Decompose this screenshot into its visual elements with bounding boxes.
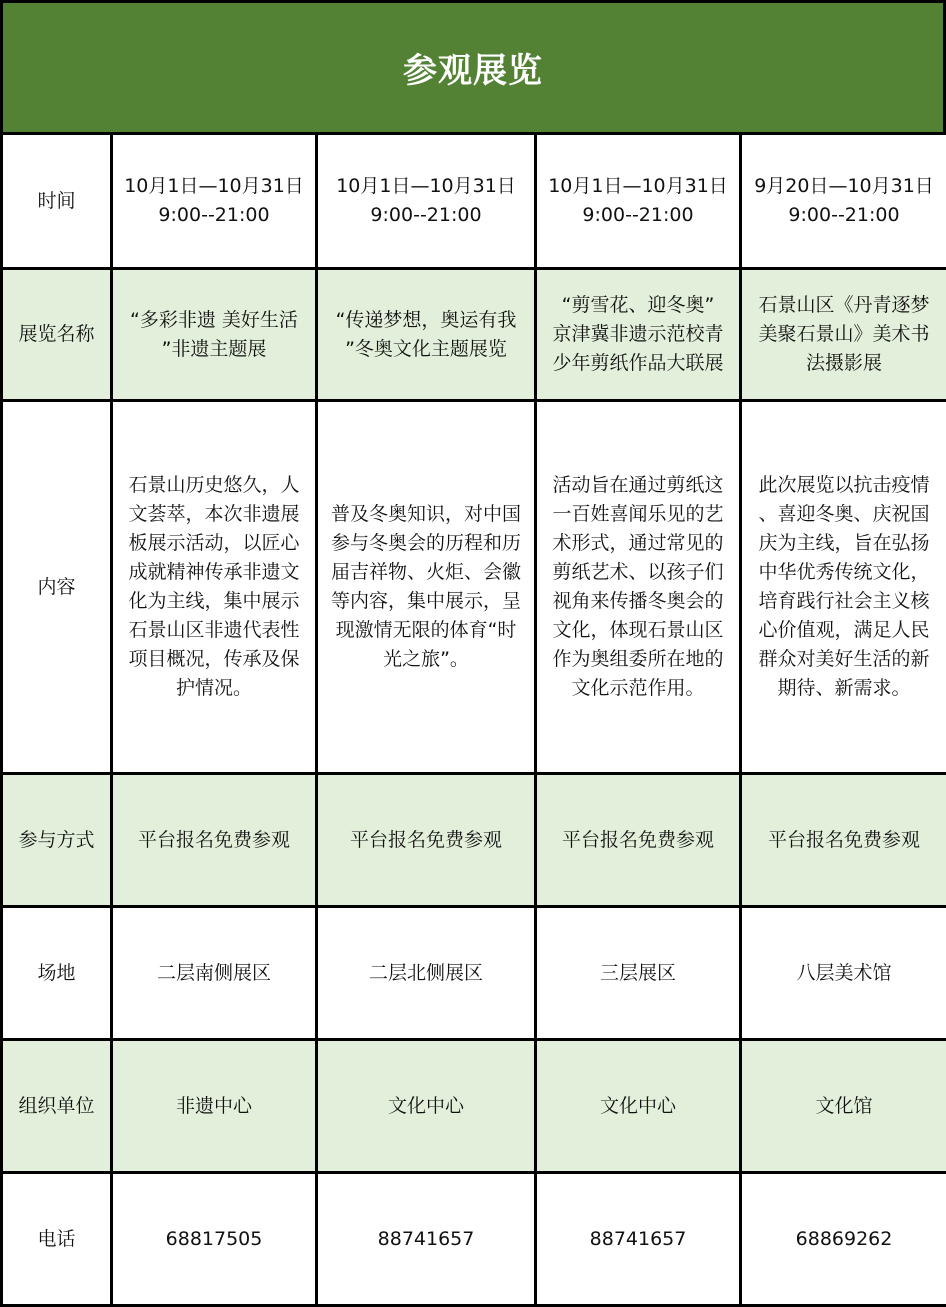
row-label-name: 展览名称	[2, 269, 112, 401]
method-cell-2: 平台报名免费参观	[317, 774, 536, 907]
org-cell-2: 文化中心	[317, 1040, 536, 1173]
phone-cell-1: 68817505	[112, 1173, 317, 1306]
content-cell-3: 活动旨在通过剪纸这 一百姓喜闻乐见的艺 术形式，通过常见的 剪纸艺术、以孩子们 视角来传播冬奥会的 文化，体现石景山区 作为奥组委所在地的 文化示范作用。	[536, 401, 741, 774]
name-cell-3: “剪雪花、迎冬奥” 京津冀非遗示范校青 少年剪纸作品大联展	[536, 269, 741, 401]
name-cell-2: “传递梦想，奥运有我 ”冬奥文化主题展览	[317, 269, 536, 401]
venue-cell-4: 八层美术馆	[741, 907, 946, 1040]
time-cell-4: 9月20日—10月31日 9:00--21:00	[741, 134, 946, 269]
name-cell-1: “多彩非遗 美好生活 ”非遗主题展	[112, 269, 317, 401]
table-row-method	[2, 774, 946, 907]
content-cell-4: 此次展览以抗击疫情 、喜迎冬奥、庆祝国 庆为主线，旨在弘扬 中华优秀传统文化， 培育践行社会主义核 心价值观，满足人民 群众对美好生活的新 期待、新需求。	[741, 401, 946, 774]
content-cell-2: 普及冬奥知识，对中国 参与冬奥会的历程和历 届吉祥物、火炬、会徽 等内容，集中展示，呈 现激情无限的体育“时 光之旅”。	[317, 401, 536, 774]
row-label-time: 时间	[2, 134, 112, 269]
venue-cell-3: 三层展区	[536, 907, 741, 1040]
table-row-phone	[2, 1173, 946, 1306]
method-cell-4: 平台报名免费参观	[741, 774, 946, 907]
phone-cell-4: 68869262	[741, 1173, 946, 1306]
row-label-org: 组织单位	[2, 1040, 112, 1173]
row-label-method: 参与方式	[2, 774, 112, 907]
time-cell-3: 10月1日—10月31日 9:00--21:00	[536, 134, 741, 269]
venue-cell-1: 二层南侧展区	[112, 907, 317, 1040]
phone-cell-2: 88741657	[317, 1173, 536, 1306]
time-cell-2: 10月1日—10月31日 9:00--21:00	[317, 134, 536, 269]
name-cell-4: 石景山区《丹青逐梦 美聚石景山》美术书 法摄影展	[741, 269, 946, 401]
method-cell-1: 平台报名免费参观	[112, 774, 317, 907]
content-cell-1: 石景山历史悠久，人 文荟萃，本次非遗展 板展示活动，以匠心 成就精神传承非遗文 化为主线，集中展示 石景山区非遗代表性 项目概况，传承及保 护情况。	[112, 401, 317, 774]
page-title: 参观展览	[0, 0, 946, 135]
method-cell-3: 平台报名免费参观	[536, 774, 741, 907]
table-row-content	[2, 401, 946, 774]
table-row-name	[2, 269, 946, 401]
row-label-content: 内容	[2, 401, 112, 774]
time-cell-1: 10月1日—10月31日 9:00--21:00	[112, 134, 317, 269]
org-cell-4: 文化馆	[741, 1040, 946, 1173]
table-row-org	[2, 1040, 946, 1173]
org-cell-3: 文化中心	[536, 1040, 741, 1173]
org-cell-1: 非遗中心	[112, 1040, 317, 1173]
table-row-time	[2, 134, 946, 269]
venue-cell-2: 二层北侧展区	[317, 907, 536, 1040]
exhibition-table	[0, 132, 946, 1307]
table-row-venue	[2, 907, 946, 1040]
phone-cell-3: 88741657	[536, 1173, 741, 1306]
row-label-phone: 电话	[2, 1173, 112, 1306]
row-label-venue: 场地	[2, 907, 112, 1040]
